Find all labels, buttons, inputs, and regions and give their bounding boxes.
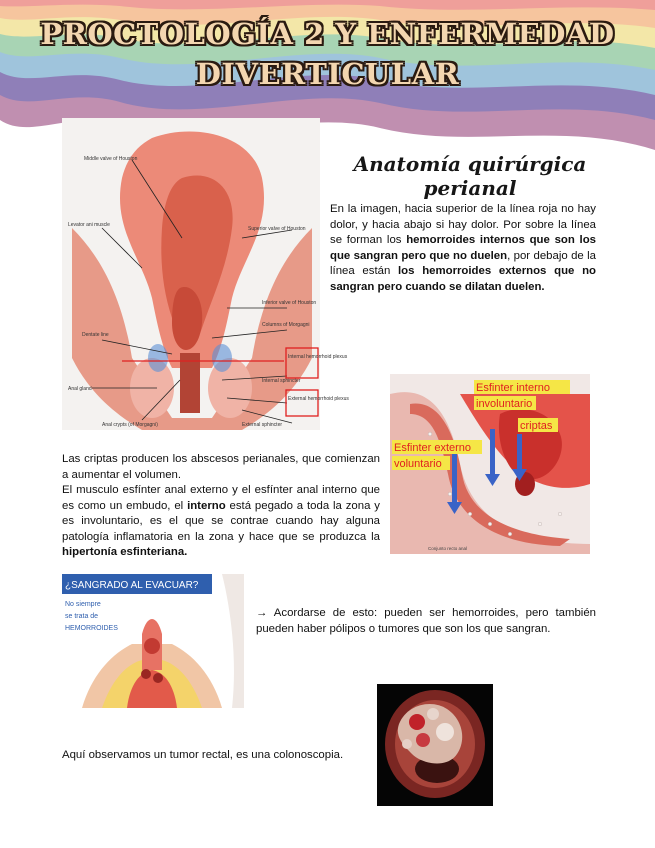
diagram-caption: Conjunto recto anal (428, 546, 468, 551)
p1-text-2: , por debajo de la línea están (330, 249, 597, 277)
bleeding-line-3: HEMORROIDES (65, 625, 118, 632)
p2-bold-1: interno (187, 499, 226, 512)
bleeding-line-1: No siempre (65, 601, 101, 608)
bleeding-question: ¿SANGRADO AL EVACUAR? (65, 580, 199, 591)
page-title (0, 14, 655, 94)
label-inferior-valve: Inferior valve of Houston (262, 300, 317, 306)
paragraph-sphincters (62, 452, 380, 561)
label-external-sphincter: External sphincter (242, 422, 283, 428)
label-levator: Levator ani muscle (68, 222, 110, 228)
bleeding-infographic (62, 574, 244, 708)
label-internal-sphincter: Esfinter interno (476, 382, 550, 394)
paragraph-colonoscopy: Aquí observamos un tumor rectal, es una colonoscopia. (62, 749, 344, 761)
paragraph-reminder: → Acordarse de esto: pueden ser hemorroides, pero también pueden haber pólipos o tumores que son los que sangran. (256, 607, 596, 635)
label-columns: Columns of Morgagni (262, 322, 310, 328)
label-dentate: Dentate line (82, 332, 109, 338)
p2-text-1: Las criptas producen los abscesos perianales, que comienzan a aumentar el volumen. (62, 453, 380, 481)
label-anal-gland: Anal gland (68, 386, 92, 392)
label-anal-crypts: Anal crypts (of Morgagni) (102, 422, 158, 428)
label-middle-valve: Middle valve of Houston (84, 156, 138, 162)
label-external-plexus: External hemorrhoid plexus (288, 396, 349, 402)
paragraph-anatomy (330, 202, 596, 295)
p1-bold-2: los hemorroides externos que no sangran pero cuando se dilatan duelen. (330, 265, 596, 293)
label-voluntary: voluntario (394, 458, 442, 470)
p2-bold-2: hipertonía esfinteriana. (62, 546, 188, 558)
page-title-line-1: PROCTOLOGÍA 2 Y ENFERMEDAD (40, 17, 615, 51)
section-heading: Anatomía quirúrgica perianal (353, 152, 587, 200)
label-internal-plexus: Internal hemorrhoid plexus (288, 354, 348, 360)
colonoscopy-image (377, 684, 493, 806)
label-superior-valve: Superior valve of Houston (248, 226, 306, 232)
label-external-sphincter: Esfinter externo (394, 442, 472, 454)
label-involuntary: involuntario (476, 398, 533, 410)
label-internal-sphincter: Internal sphincter (262, 378, 301, 384)
page-title-line-2: DIVERTICULAR (195, 57, 460, 91)
label-crypts: criptas (520, 420, 553, 432)
p2-text-3: está pegado a toda la zona y es involuntario, es el que se contrae cuando hay alguna patología inflamatoria en la zona y hace que se produzca la (62, 499, 380, 543)
p2-text-2: El musculo esfínter anal externo y el esfínter anal interno que es como un embudo, el (62, 484, 380, 512)
p1-text-1: En la imagen, hacia superior de la línea roja no hay dolor, y hacia abajo si hay dolor. Por sobre la línea se forman los (330, 203, 596, 246)
p1-bold-1: hemorroides internos que son los que sangran pero que no duelen (330, 234, 596, 262)
sphincter-diagram (390, 374, 590, 554)
perianal-anatomy-illustration (62, 118, 349, 430)
bleeding-line-2: se trata de (65, 613, 99, 620)
